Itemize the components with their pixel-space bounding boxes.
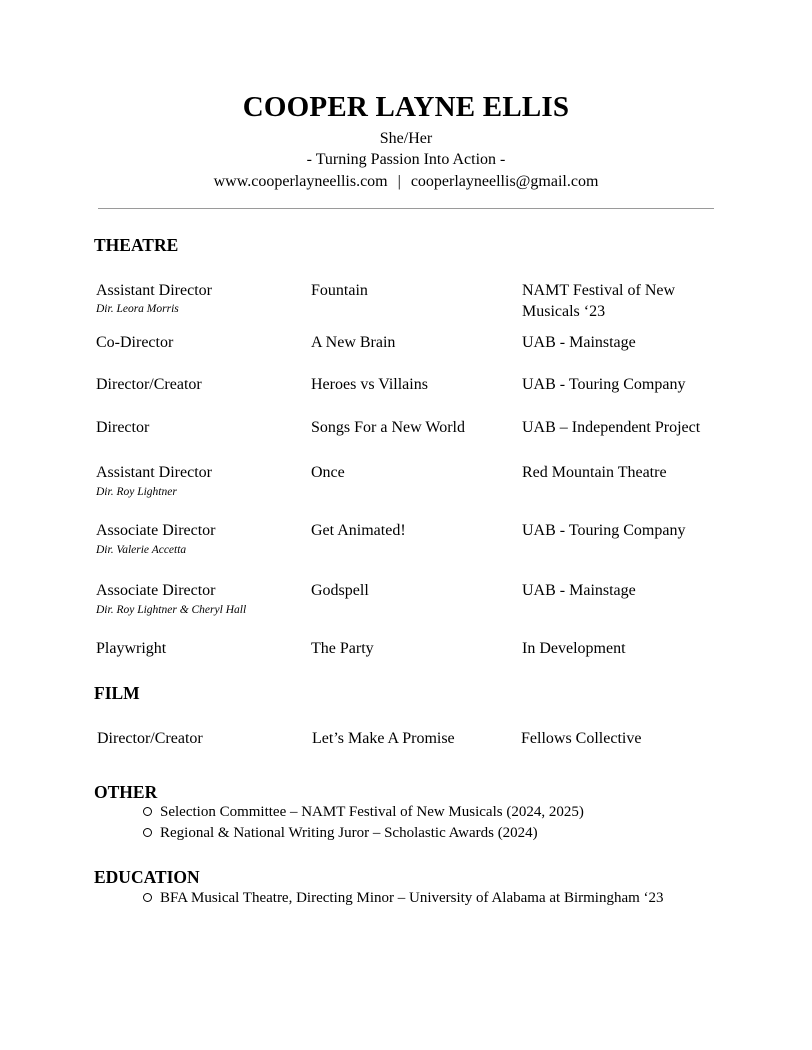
theatre-title: Heroes vs Villains xyxy=(311,376,428,393)
theatre-title: Godspell xyxy=(311,582,369,599)
theatre-venue: Red Mountain Theatre xyxy=(522,464,667,481)
education-heading: EDUCATION xyxy=(94,867,200,887)
list-item-text: Regional & National Writing Juror – Scholastic Awards (2024) xyxy=(160,825,538,841)
theatre-venue: In Development xyxy=(522,640,626,657)
list-item-text: BFA Musical Theatre, Directing Minor – University of Alabama at Birmingham ‘23 xyxy=(160,890,664,906)
theatre-director: Dir. Roy Lightner xyxy=(96,486,177,498)
theatre-venue-continued: Musicals ‘23 xyxy=(522,303,606,320)
theatre-director: Dir. Valerie Accetta xyxy=(96,544,187,556)
pronouns: She/Her xyxy=(379,130,433,147)
theatre-venue: UAB - Mainstage xyxy=(522,334,636,351)
theatre-heading: THEATRE xyxy=(94,235,179,255)
bullet-icon xyxy=(143,807,152,816)
website-link[interactable]: www.cooperlayneellis.com xyxy=(213,173,388,190)
theatre-role: Co-Director xyxy=(96,334,174,351)
film-heading: FILM xyxy=(94,683,140,703)
theatre-role: Playwright xyxy=(96,640,167,657)
theatre-role: Assistant Director xyxy=(96,464,212,481)
theatre-role: Assistant Director xyxy=(96,282,212,299)
resume-name: COOPER LAYNE ELLIS xyxy=(242,91,570,123)
theatre-title: Songs For a New World xyxy=(311,419,465,436)
list-item-text: Selection Committee – NAMT Festival of New Musicals (2024, 2025) xyxy=(160,804,584,820)
bullet-icon xyxy=(143,893,152,902)
list-item xyxy=(143,890,664,907)
theatre-role: Associate Director xyxy=(96,522,216,539)
theatre-venue: UAB – Independent Project xyxy=(522,419,701,436)
bullet-icon xyxy=(143,828,152,837)
theatre-role: Associate Director xyxy=(96,582,216,599)
contact-line xyxy=(0,173,812,191)
theatre-venue: UAB - Touring Company xyxy=(522,376,686,393)
film-title: Let’s Make A Promise xyxy=(312,730,455,747)
header-divider xyxy=(98,208,714,209)
theatre-title: A New Brain xyxy=(311,334,396,351)
theatre-title: Once xyxy=(311,464,345,481)
list-item xyxy=(143,825,538,842)
other-heading: OTHER xyxy=(94,782,158,802)
theatre-director: Dir. Leora Morris xyxy=(96,303,179,315)
theatre-director: Dir. Roy Lightner & Cheryl Hall xyxy=(96,604,247,616)
theatre-title: Get Animated! xyxy=(311,522,406,539)
theatre-role: Director xyxy=(96,419,150,436)
list-item xyxy=(143,804,584,821)
theatre-title: Fountain xyxy=(311,282,368,299)
theatre-venue: NAMT Festival of New xyxy=(522,282,676,299)
tagline: - Turning Passion Into Action - xyxy=(306,151,506,168)
theatre-title: The Party xyxy=(311,640,374,657)
contact-separator: | xyxy=(397,173,401,190)
email-link[interactable]: cooperlayneellis@gmail.com xyxy=(410,173,599,190)
theatre-role: Director/Creator xyxy=(96,376,202,393)
theatre-venue: UAB - Touring Company xyxy=(522,522,686,539)
film-role: Director/Creator xyxy=(97,730,203,747)
film-venue: Fellows Collective xyxy=(521,730,642,747)
theatre-venue: UAB - Mainstage xyxy=(522,582,636,599)
